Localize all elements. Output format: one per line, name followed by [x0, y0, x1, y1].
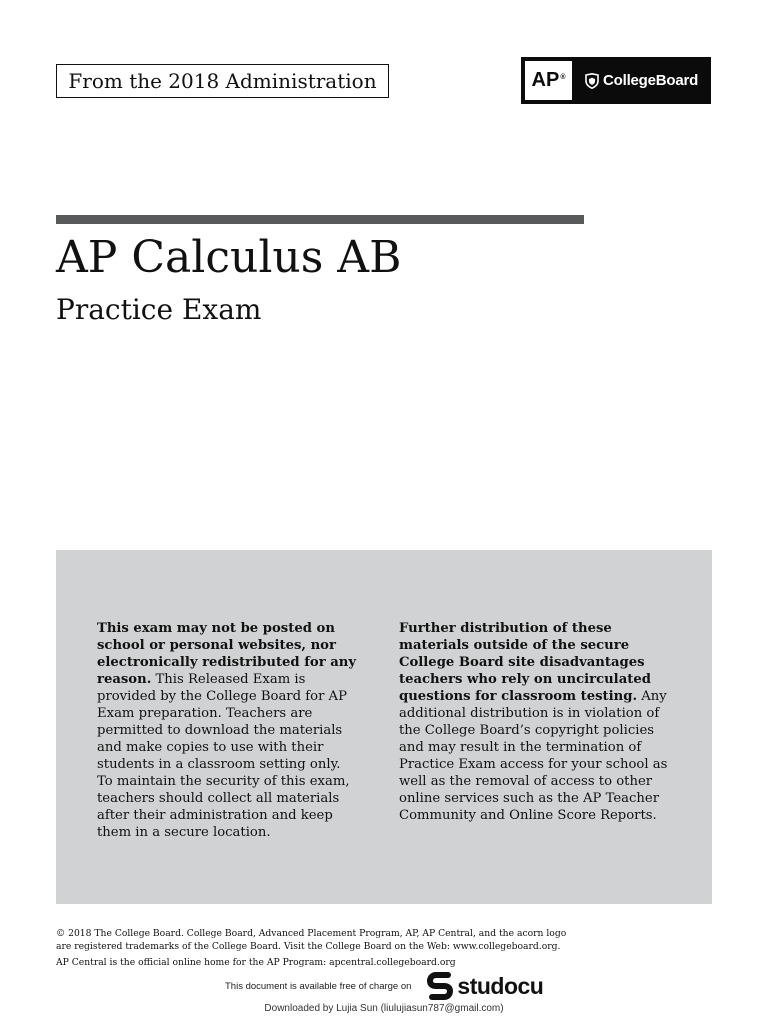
ap-registered-mark: ® — [560, 74, 566, 81]
studocu-note: This document is available free of charge on — [225, 980, 412, 992]
page-subtitle: Practice Exam — [56, 293, 262, 326]
copyright-notice-box — [56, 550, 712, 904]
studocu-banner — [225, 970, 543, 1002]
notice-right-bold: Further distribution of these materials outside of the secure College Board site disadvantages teachers who rely on uncirculated questions for classroom testing. — [399, 621, 651, 704]
collegeboard-logo — [585, 57, 698, 104]
copyright-line-2: are registered trademarks of the College Board. Visit the College Board on the Web: www.collegeboard.org. — [56, 940, 561, 952]
ap-collegeboard-logo — [521, 57, 711, 104]
ap-logo — [525, 61, 572, 100]
acorn-shield-icon — [585, 73, 599, 89]
notice-left-text: This Released Exam is provided by the College Board for AP Exam preparation. Teachers are permitted to download the materials and make copies to use with their students in a classroom setting only. To maintain the security of this exam, teachers should collect all materials after their administration and keep them in a secure location. — [97, 672, 350, 840]
notice-left-paragraph — [97, 620, 359, 841]
title-rule — [56, 215, 584, 224]
notice-right-paragraph — [399, 620, 669, 824]
footer-copyright — [56, 928, 576, 970]
notice-right-text: Any additional distribution is in violation of the College Board’s copyright policies and may result in the termination of Practice Exam access for your school as well as the removal of access to other online services such as the AP Teacher Community and Online Score Reports. — [399, 689, 668, 823]
studocu-brand: studocu — [457, 972, 544, 999]
notice-left-column — [97, 620, 359, 841]
collegeboard-logo-text: CollegeBoard — [603, 72, 699, 89]
ap-logo-text: AP — [531, 69, 560, 91]
notice-left-bold: This exam may not be posted on school or personal websites, nor electronically redistributed for any reason. — [97, 621, 357, 687]
administration-label — [56, 64, 389, 98]
studocu-logo-icon — [427, 971, 453, 1001]
page-title: AP Calculus AB — [56, 232, 402, 283]
downloaded-by-line: Downloaded by Lujia Sun (liulujiasun787@gmail.com) — [264, 1003, 504, 1014]
administration-label-text: From the 2018 Administration — [68, 69, 377, 93]
copyright-line-1: © 2018 The College Board. College Board, Advanced Placement Program, AP, AP Central, and the acorn logo — [56, 928, 567, 939]
notice-right-column — [399, 620, 669, 824]
apcentral-line: AP Central is the official online home for the AP Program: apcentral.collegeboard.org — [56, 957, 456, 968]
